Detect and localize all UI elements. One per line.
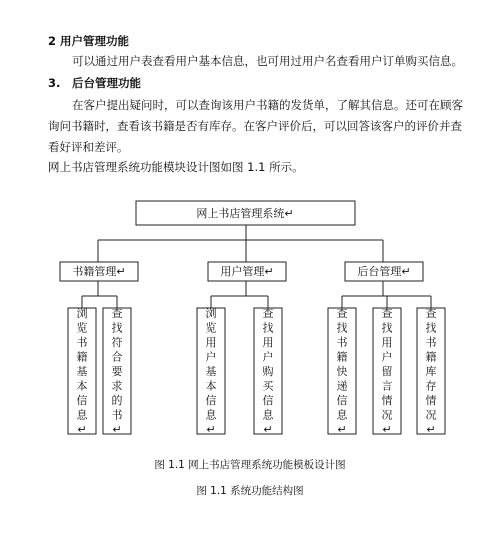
section-heading-2: 2 用户管理功能 <box>48 34 130 48</box>
paragraph-backend-line-1: 在客户提出疑问时，可以查询该用户书籍的发货单，了解其信息。还可在顾客 <box>72 98 463 112</box>
leaf-label-browse-book-info: 浏览书籍基本信息↵ <box>76 306 88 436</box>
paragraph-backend-line-2: 询问书籍时，查看该书籍是否有库存。在客户评价后，可以回答该客户的评价并查 <box>48 119 462 133</box>
group-label-user-management: 用户管理↵ <box>220 265 274 278</box>
group-label-admin-management: 后台管理↵ <box>357 265 411 278</box>
leaf-label-find-book-stock: 查找书籍库存情况↵ <box>425 306 437 436</box>
leaf-label-find-book-delivery: 查找书籍快递信息↵ <box>336 306 348 436</box>
root-node-label: 网上书店管理系统↵ <box>196 207 294 220</box>
figure-caption: 图 1.1 网上书店管理系统功能模板设计图 <box>154 459 346 471</box>
paragraph-backend-line-3: 看好评和差评。 <box>48 140 129 154</box>
figure-intro-text: 网上书店管理系统功能模块设计图如图 1.1 所示。 <box>48 160 304 174</box>
diagram-root-node <box>136 201 355 225</box>
paragraph-user-management: 可以通过用户表查看用户基本信息，也可用过用户名查看用户订单购买信息。 <box>72 54 463 68</box>
leaf-label-browse-user-info: 浏览用户基本信息↵ <box>205 306 217 436</box>
leaf-label-find-matching-books: 查找符合要求的书↵ <box>111 306 123 436</box>
group-label-book-management: 书籍管理↵ <box>72 265 126 278</box>
group-node-admin-management <box>345 262 423 281</box>
section-heading-3-title: 后台管理功能 <box>72 76 141 90</box>
structure-caption: 图 1.1 系统功能结构图 <box>196 485 304 497</box>
group-node-book-management <box>60 262 138 281</box>
leaf-label-find-user-messages: 查找用户留言情况↵ <box>381 306 393 436</box>
leaf-label-find-user-purchases: 查找用户购买信息↵ <box>262 306 274 436</box>
group-node-user-management <box>208 262 286 281</box>
section-heading-3-number: 3. <box>48 76 61 90</box>
